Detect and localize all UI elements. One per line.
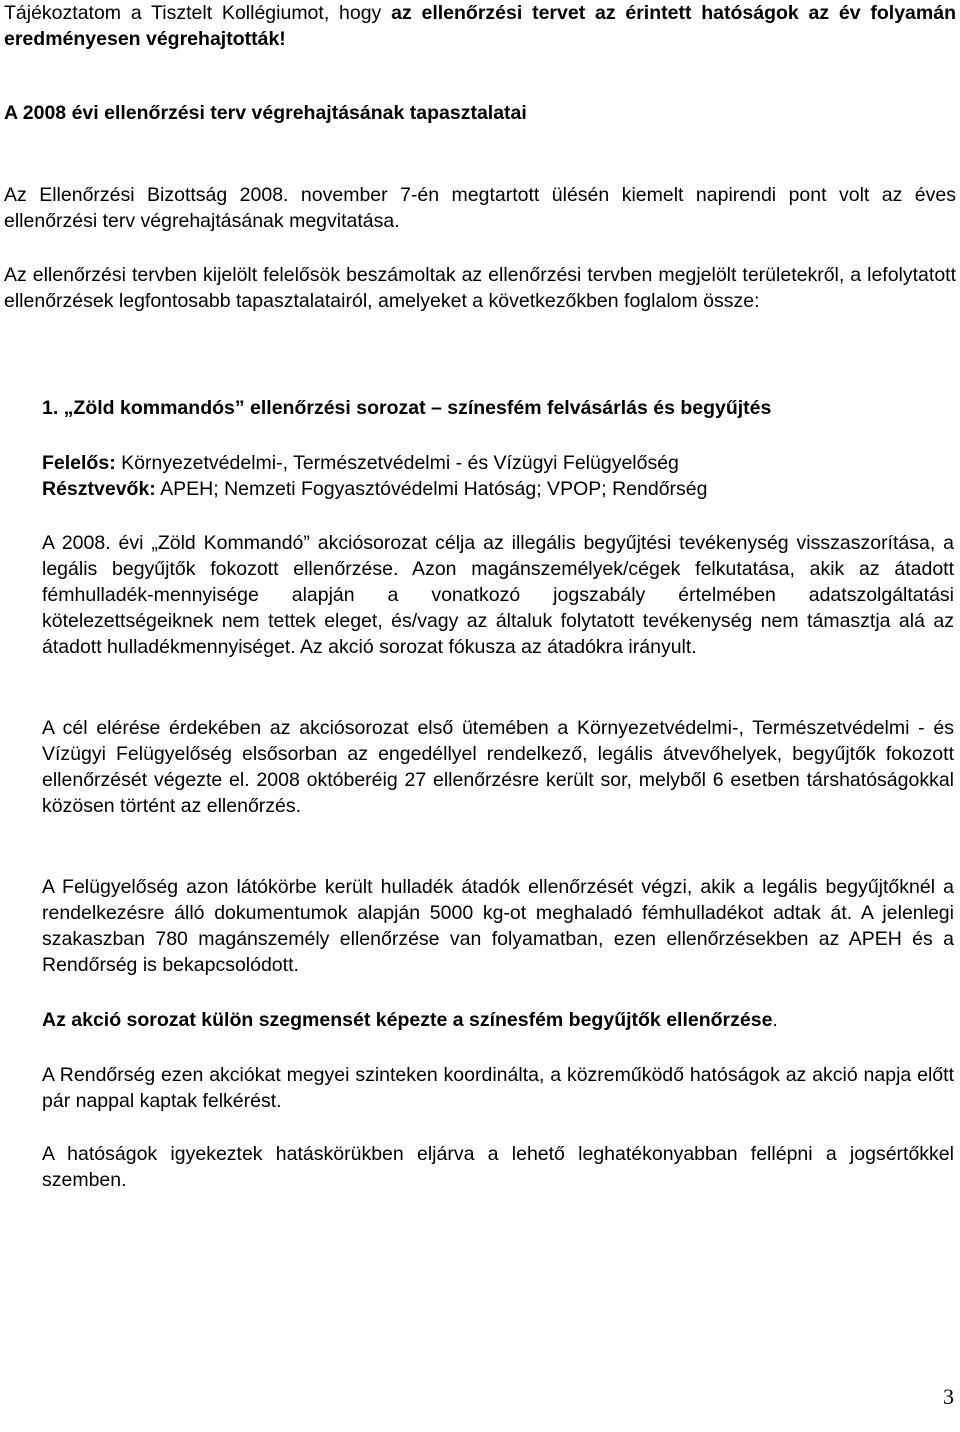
paragraph-responsible-reports: Az ellenőrzési tervben kijelölt felelősök beszámoltak az ellenőrzési tervben megjelölt területekről, a lefolytatott ellenőrzések legfontosabb tapasztalatairól, amelyeket a következőkben foglalom össze: — [4, 264, 956, 312]
subsection-heading-green-commando: 1. „Zöld kommandós” ellenőrzési sorozat – színesfém felvásárlás és begyűjtés — [42, 397, 772, 419]
participants-value: APEH; Nemzeti Fogyasztóvédelmi Hatóság; VPOP; Rendőrség — [155, 478, 708, 500]
separate-segment-text: Az akció sorozat külön szegmensét képezte a színesfém begyűjtők ellenőrzése — [42, 1009, 773, 1031]
intro-paragraph — [4, 0, 956, 52]
page-number: 3 — [943, 1384, 954, 1409]
paragraph-inspectorate-checks: A Felügyelőség azon látókörbe került hulladék átadók ellenőrzését végzi, akik a legális begyűjtőknél a rendelkezésre álló dokumentumok alapján 5000 kg-ot meghaladó fémhulladékot adtak át. A jelenlegi szakaszban 780 magánszemély ellenőrzése van folyamatban, ezen ellenőrzésekben az APEH és a Rendőrség is bekapcsolódott. — [42, 876, 954, 976]
paragraph-police-coordination: A Rendőrség ezen akciókat megyei szinteken koordinálta, a közreműködő hatóságok az akció napja előtt pár nappal kaptak felkérést. — [42, 1064, 954, 1112]
responsible-line — [42, 450, 954, 476]
intro-lead-text: Tájékoztatom a Tisztelt Kollégiumot, hogy — [4, 2, 392, 24]
separate-segment-period: . — [772, 1009, 778, 1031]
section-title: A 2008 évi ellenőrzési terv végrehajtásának tapasztalatai — [4, 102, 527, 124]
paragraph-authorities-action: A hatóságok igyekeztek hatáskörükben eljárva a lehető leghatékonyabban fellépni a jogsértőkkel szemben. — [42, 1143, 954, 1191]
paragraph-committee-meeting: Az Ellenőrzési Bizottság 2008. november 7-én megtartott ülésén kiemelt napirendi pont volt az éves ellenőrzési terv végrehajtásának megvitatása. — [4, 184, 956, 232]
participants-line — [42, 476, 954, 502]
paragraph-separate-segment — [42, 1007, 954, 1033]
participants-label: Résztvevők: — [42, 478, 156, 500]
paragraph-action-goal: A 2008. évi „Zöld Kommandó” akciósorozat célja az illegális begyűjtési tevékenység visszaszorítása, a legális begyűjtők fokozott ellenőrzése. Azon magánszemélyek/cégek felkutatása, akik az átadott fémhulladék-mennyisége alapján a vonatkozó jogszabály értelmében adatszolgáltatási kötelezettségeiknek nem tettek eleget, és/vagy az általuk folytatott tevékenység nem támasztja alá az átadott hulladékmennyiséget. Az akció sorozat fókusza az átadókra irányult. — [42, 532, 954, 658]
paragraph-first-phase: A cél elérése érdekében az akciósorozat első ütemében a Környezetvédelmi-, Természetvédelmi - és Vízügyi Felügyelőség elsősorban az engedéllyel rendelkező, legális átvevőhelyek, begyűjtők fokozott ellenőrzését végezte el. 2008 októberéig 27 ellenőrzésre került sor, melyből 6 esetben társhatóságokkal közösen történt az ellenőrzés. — [42, 717, 954, 817]
responsible-label: Felelős: — [42, 452, 116, 474]
responsible-value: Környezetvédelmi-, Természetvédelmi - és Vízügyi Felügyelőség — [115, 452, 679, 474]
intro-bold-text: az ellenőrzési tervet az érintett hatóságok az év folyamán eredményesen végrehajtották! — [4, 2, 956, 50]
